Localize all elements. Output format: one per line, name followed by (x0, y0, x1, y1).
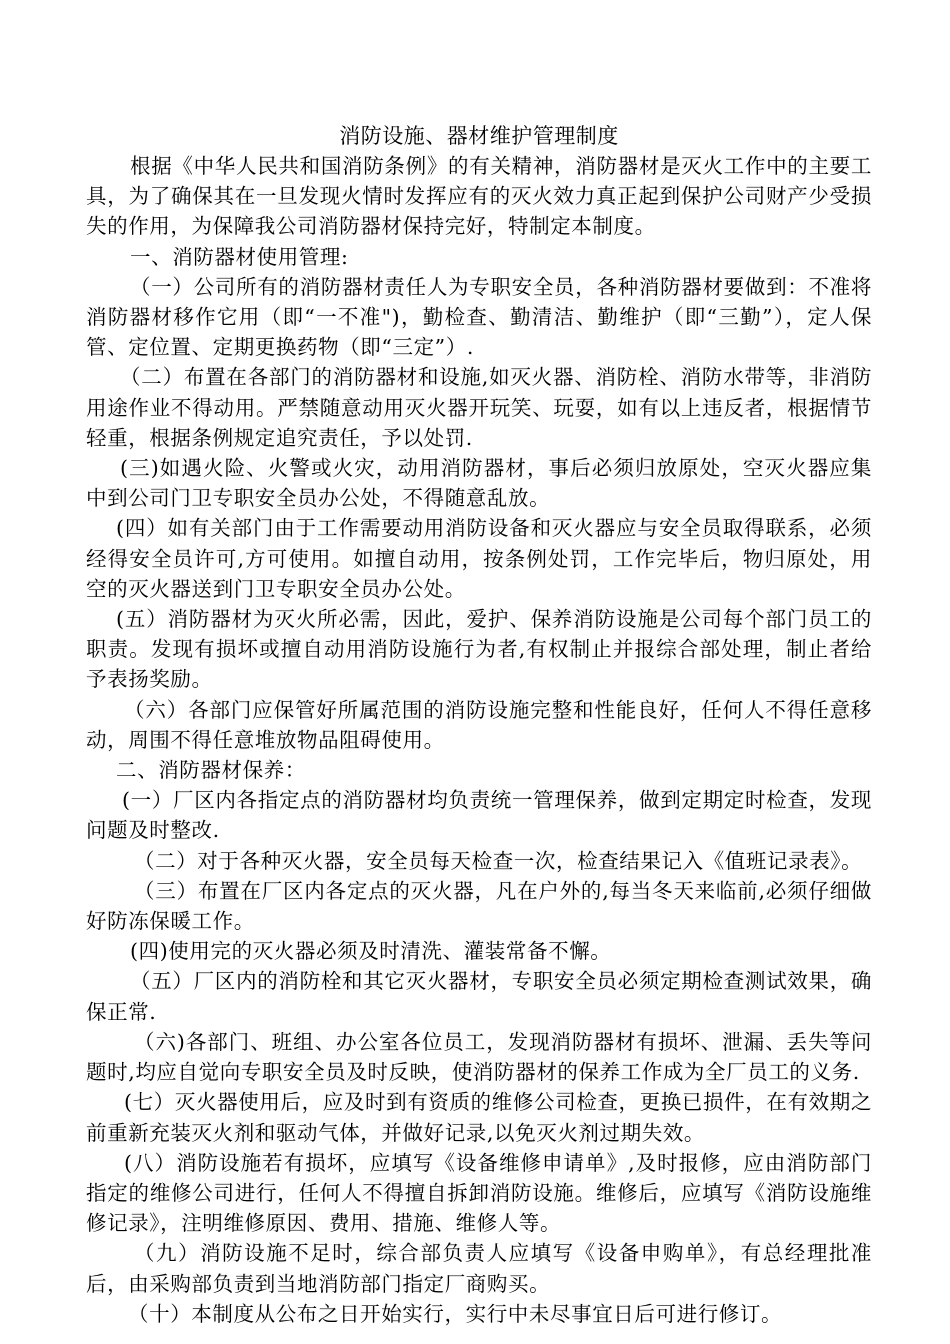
section-2-item-10: （十）本制度从公布之日开始实行，实行中未尽事宜日后可进行修订。 (128, 1301, 783, 1326)
section-1-item-3: (三)如遇火险、火警或火灾，动用消防器材，事后必须归放原处，空灭火器应集中到公司门卫专职安全员办公处，不得随意乱放。 (86, 456, 872, 511)
section-2-item-2: （二）对于各种灭火器，安全员每天检查一次，检查结果记入《值班记录表》。 (134, 848, 863, 873)
document-page (86, 121, 872, 1329)
section-2-item-6: （六)各部门、班组、办公室各位员工，发现消防器材有损坏、泄漏、丢失等问题时,均应自觉向专职安全员及时反映，使消防器材的保养工作成为全厂员工的义务. (86, 1029, 872, 1085)
section-2-item-1: (一）厂区内各指定点的消防器材均负责统一管理保养，做到定期定时检查，发现问题及时整改. (86, 788, 872, 843)
section-2-item-5: （五）厂区内的消防栓和其它灭火器材，专职安全员必须定期检查测试效果，确保正常. (86, 969, 872, 1024)
intro-paragraph: 根据《中华人民共和国消防条例》的有关精神，消防器材是灭火工作中的主要工具，为了确保其在一旦发现火情时发挥应有的灭火效力真正起到保护公司财产少受损失的作用，为保障我公司消防器材保持完好，特制定本制度。 (86, 154, 872, 239)
section-2-item-3: （三）布置在厂区内各定点的灭火器，凡在户外的,每当冬天来临前,必须仔细做好防冻保暖工作。 (86, 878, 872, 934)
section-1-item-4: (四）如有关部门由于工作需要动用消防设备和灭火器应与安全员取得联系，必须经得安全员许可,方可使用。如擅自动用，按条例处罚，工作完毕后，物归原处，用空的灭火器送到门卫专职安全员办公处。 (86, 516, 872, 601)
section-2-item-7: (七）灭火器使用后，应及时到有资质的维修公司检查，更换已损件，在有效期之前重新充装灭火剂和驱动气体，并做好记录,以免灭火剂过期失效。 (86, 1090, 872, 1145)
section-1-item-2: （二）布置在各部门的消防器材和设施,如灭火器、消防栓、消防水带等，非消防用途作业不得动用。严禁随意动用灭火器开玩笑、玩耍，如有以上违反者，根据情节轻重，根据条例规定追究责任，予以处罚. (86, 365, 872, 450)
section-1-item-5: (五）消防器材为灭火所必需，因此，爱护、保养消防设施是公司每个部门员工的职责。发现有损坏或擅自动用消防设施行为者,有权制止并报综合部处理，制止者给予表扬奖励。 (86, 607, 872, 692)
section-1-heading: 一、消防器材使用管理: (130, 244, 349, 269)
section-1-item-1: （一）公司所有的消防器材责任人为专职安全员，各种消防器材要做到：不准将消防器材移作它用（即“一不准")，勤检查、勤清洁、勤维护（即“三勤”），定人保管、定位置、定期更换药物（即“三定”）. (86, 274, 872, 360)
section-2-heading: 二、消防器材保养： (116, 758, 306, 783)
section-2-item-8: (八）消防设施若有损坏，应填写《设备维修申请单》,及时报修，应由消防部门指定的维修公司进行，任何人不得擅自拆卸消防设施。维修后，应填写《消防设施维修记录》，注明维修原因、费用、措施、维修人等。 (86, 1150, 872, 1236)
section-2-item-4: (四)使用完的灭火器必须及时清洗、灌装常备不懈。 (130, 939, 612, 964)
document-title: 消防设施、器材维护管理制度 (339, 124, 619, 148)
section-2-item-9: （九）消防设施不足时，综合部负责人应填写《设备申购单》，有总经理批准后，由采购部负责到当地消防部门指定厂商购买。 (86, 1241, 872, 1296)
section-1-item-6: （六）各部门应保管好所属范围的消防设施完整和性能良好，任何人不得任意移动，周围不得任意堆放物品阻碍使用。 (86, 697, 872, 752)
